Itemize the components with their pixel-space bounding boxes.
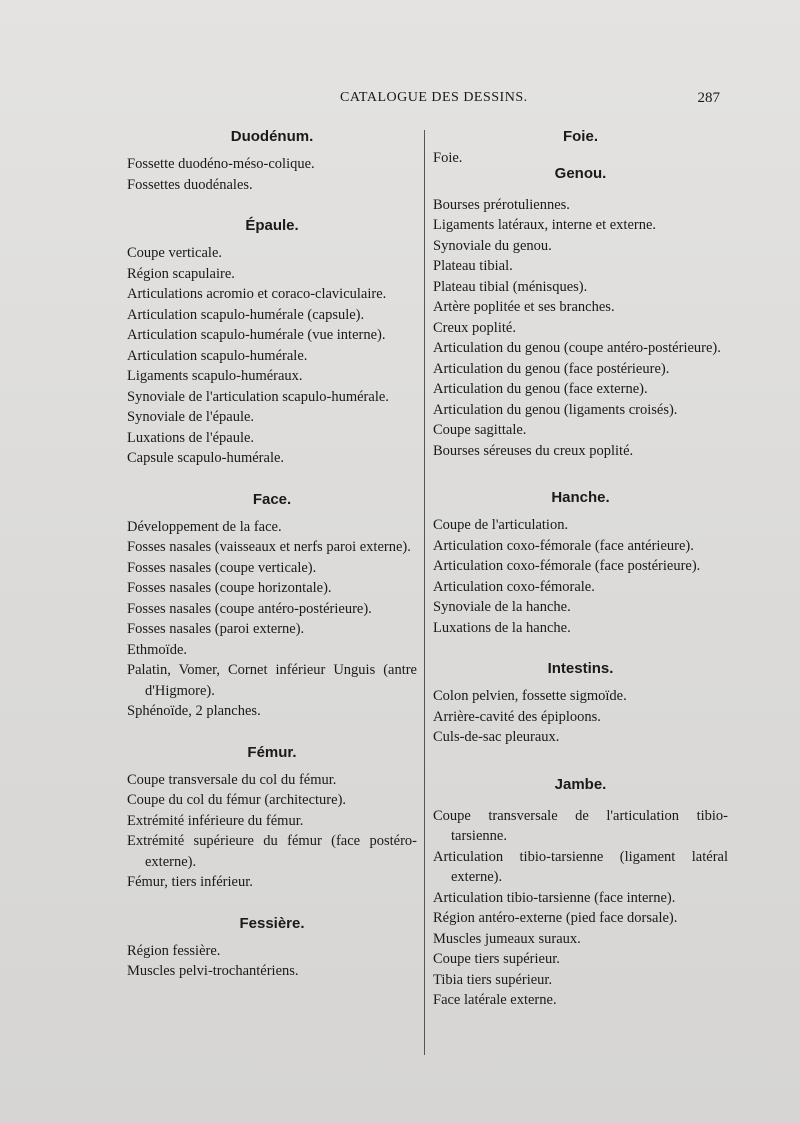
list-item: Articulation tibio-tarsienne (face interne). [433,889,676,906]
section-heading: Foie. [562,128,598,145]
list-item: Fosses nasales (coupe verticale). [127,559,317,576]
section-heading: Épaule. [245,217,299,234]
list-item: Articulation du genou (ligaments croisés). [433,401,678,418]
list-item: Luxations de l'épaule. [127,429,255,446]
list-item: Tibia tiers supérieur. [433,971,553,988]
list-item: Coupe tiers supérieur. [433,951,560,967]
list-item: Ligaments scapulo-huméraux. [127,368,303,384]
section-heading: Intestins. [547,660,614,677]
section-jambe [433,776,728,1011]
list-item: Arrière-cavité des épiploons. [433,708,601,725]
list-item: Articulation scapulo-humérale. [127,347,308,364]
list-item: Articulation du genou (face postérieure). [433,360,670,377]
left-column [127,128,417,982]
list-item: Plateau tibial (ménisques). [433,278,588,295]
list-item: Coupe du col du fémur (architecture). [127,792,347,808]
list-item: Fémur, tiers inférieur. [127,874,253,890]
list-item: Muscles jumeaux suraux. [433,930,581,947]
list-item: Fosses nasales (coupe antéro-postérieure). [127,600,372,617]
list-item: Synoviale du genou. [433,237,552,254]
list-item: Développement de la face. [127,518,282,535]
list-item: Coupe transversale du col du fémur. [127,771,337,788]
list-item: Coupe de l'articulation. [433,517,569,533]
running-head [120,90,720,110]
list-item: Région antéro-externe (pied face dorsale). [433,910,678,926]
section-heading: Fémur. [247,743,297,761]
list-item: Fossette duodéno-méso-colique. [127,156,315,172]
list-item: Sphénoïde, 2 planches. [127,703,261,719]
section-intestins [433,660,728,748]
list-item: Ligaments latéraux, interne et externe. [433,217,657,233]
section-fessiere [127,915,417,982]
list-item: Culs-de-sac pleuraux. [433,729,560,745]
section-heading: Genou. [554,164,607,182]
list-item: Palatin, Vomer, Cornet inférieur Unguis (antre d'Higmore). [127,662,417,699]
list-item: Coupe verticale. [127,245,223,261]
list-item: Région scapulaire. [127,265,235,282]
list-item: Colon pelvien, fossette sigmoïde. [433,688,627,704]
section-duodenum [127,128,417,195]
list-item: Fossettes duodénales. [127,176,253,193]
list-item: Fosses nasales (coupe horizontale). [127,580,332,596]
list-item: Articulation coxo-fémorale (face postérieure). [433,558,701,574]
list-item: Région fessière. [127,942,221,959]
list-item: Face latérale externe. [433,992,557,1008]
section-heading: Fessière. [239,914,305,932]
section-heading: Hanche. [551,489,610,506]
list-item: Synoviale de l'articulation scapulo-humérale. [127,388,389,405]
section-face [127,491,417,722]
list-item: Articulation scapulo-humérale (capsule). [127,306,365,323]
section-heading: Jambe. [554,775,607,793]
list-item: Articulation tibio-tarsienne (ligament latéral externe). [433,848,728,885]
section-heading: Face. [252,490,292,508]
right-column [433,128,728,1011]
list-item: Articulation coxo-fémorale. [433,578,595,595]
list-item: Coupe sagittale. [433,422,527,438]
section-hanche [433,489,728,638]
section-heading: Duodénum. [230,128,314,145]
list-item: Bourses séreuses du creux poplité. [433,442,634,459]
list-item: Plateau tibial. [433,258,513,274]
list-item: Synoviale de la hanche. [433,599,571,615]
list-item: Fosses nasales (paroi externe). [127,621,305,637]
list-item: Bourses prérotuliennes. [433,196,570,213]
list-item: Articulation scapulo-humérale (vue interne). [127,327,386,343]
list-item: Muscles pelvi-trochantériens. [127,963,299,979]
list-item: Articulation du genou (coupe antéro-postérieure). [433,340,721,356]
list-item: Capsule scapulo-humérale. [127,450,285,466]
list-item: Fosses nasales (vaisseaux et nerfs paroi externe). [127,539,411,555]
list-item: Articulation du genou (face externe). [433,381,648,397]
list-item: Synoviale de l'épaule. [127,409,255,425]
list-item: Articulations acromio et coraco-claviculaire. [127,286,387,302]
list-item: Luxations de la hanche. [433,619,571,636]
list-item: Creux poplité. [433,319,516,336]
section-femur [127,744,417,893]
list-item: Artère poplitée et ses branches. [433,299,615,315]
section-epaule [127,217,417,469]
list-item: Ethmoïde. [127,641,188,658]
column-rule [424,130,425,1055]
list-item: Extrémité supérieure du fémur (face postéro-externe). [127,833,417,870]
section-genou [433,165,728,462]
list-item: Articulation coxo-fémorale (face antérieure). [433,537,694,554]
list-item: Extrémité inférieure du fémur. [127,812,304,829]
running-title: CATALOGUE DES DESSINS. [340,90,528,105]
section-foie [433,128,728,169]
list-item: Coupe transversale de l'articulation tibio-tarsienne. [433,807,728,844]
page-number: 287 [697,90,720,106]
list-item: Foie. [433,150,463,166]
